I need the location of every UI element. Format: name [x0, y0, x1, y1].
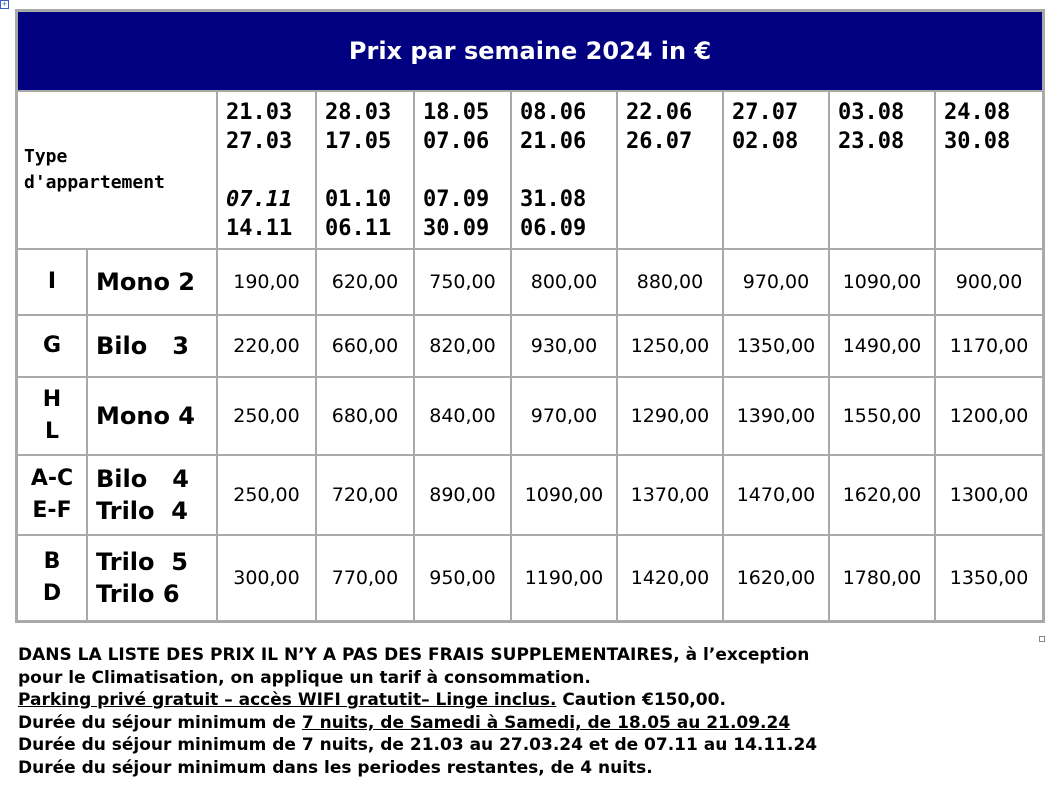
period-date: 17.05	[325, 129, 392, 154]
note-line: pour le Climatisation, on applique un tarif à consommation.	[18, 667, 591, 688]
apartment-code: A-C E-F	[17, 455, 87, 535]
period-header	[316, 91, 414, 249]
type-header-line: Type	[24, 146, 68, 167]
price-cell: 660,00	[316, 315, 414, 377]
period-date: 27.07	[732, 100, 799, 125]
price-cell: 1490,00	[829, 315, 935, 377]
period-date: 22.06	[626, 100, 693, 125]
price-cell: 1470,00	[723, 455, 829, 535]
period-header	[511, 91, 617, 249]
period-header	[617, 91, 723, 249]
period-date: 06.09	[520, 216, 587, 241]
price-cell: 880,00	[617, 249, 723, 315]
period-date: 30.08	[944, 129, 1011, 154]
price-cell: 1620,00	[829, 455, 935, 535]
period-date: 21.03	[226, 100, 293, 125]
note-text: Caution €150,00.	[556, 690, 726, 711]
table-title: Prix par semaine 2024 in €	[17, 11, 1043, 91]
price-cell: 1090,00	[829, 249, 935, 315]
price-cell: 1370,00	[617, 455, 723, 535]
period-date: 24.08	[944, 100, 1011, 125]
price-cell: 1350,00	[723, 315, 829, 377]
table-row	[17, 455, 1043, 535]
apartment-type: Bilo 4 Trilo 4	[87, 455, 217, 535]
apartment-type: Trilo 5 Trilo 6	[87, 535, 217, 621]
price-cell: 1350,00	[935, 535, 1043, 621]
table-row	[17, 315, 1043, 377]
price-cell: 1170,00	[935, 315, 1043, 377]
note-line: DANS LA LISTE DES PRIX IL N’Y A PAS DES FRAIS SUPPLEMENTAIRES, à l’exception	[18, 645, 810, 665]
price-cell: 970,00	[723, 249, 829, 315]
price-cell: 620,00	[316, 249, 414, 315]
period-date: 30.09	[423, 216, 490, 241]
price-cell: 300,00	[217, 535, 316, 621]
period-header	[723, 91, 829, 249]
price-cell: 770,00	[316, 535, 414, 621]
period-header	[829, 91, 935, 249]
period-date: 01.10	[325, 187, 392, 212]
period-header	[935, 91, 1043, 249]
table-row	[17, 535, 1043, 621]
period-date: 27.03	[226, 129, 293, 154]
price-cell: 950,00	[414, 535, 511, 621]
note-line	[18, 689, 1038, 712]
period-date: 02.08	[732, 129, 799, 154]
price-cell: 1550,00	[829, 377, 935, 455]
price-table	[15, 9, 1045, 623]
table-move-handle-icon[interactable]: +	[1, 0, 8, 8]
price-cell: 900,00	[935, 249, 1043, 315]
apartment-code: I	[17, 249, 87, 315]
note-underlined-text: Parking privé gratuit – accès WIFI gratutit– Linge inclus.	[18, 690, 557, 711]
price-cell: 250,00	[217, 377, 316, 455]
period-date: 07.06	[423, 129, 490, 154]
price-cell: 720,00	[316, 455, 414, 535]
price-cell: 1780,00	[829, 535, 935, 621]
price-cell: 930,00	[511, 315, 617, 377]
price-cell: 890,00	[414, 455, 511, 535]
period-date: 07.09	[423, 187, 490, 212]
apartment-code: G	[17, 315, 87, 377]
period-date: 08.06	[520, 100, 587, 125]
price-cell: 820,00	[414, 315, 511, 377]
table-row	[17, 249, 1043, 315]
period-date: 03.08	[838, 100, 905, 125]
price-cell: 1290,00	[617, 377, 723, 455]
note-underlined-text: 7 nuits, de Samedi à Samedi, de 18.05 au 21.09.24	[301, 712, 791, 733]
apartment-type: Mono 4	[87, 377, 217, 455]
table-row	[17, 377, 1043, 455]
price-cell: 970,00	[511, 377, 617, 455]
price-cell: 1420,00	[617, 535, 723, 621]
period-date: 18.05	[423, 100, 490, 125]
type-header-line: d'appartement	[24, 172, 165, 193]
period-date: 07.11	[226, 187, 293, 212]
apartment-type: Mono 2	[87, 249, 217, 315]
type-header	[17, 91, 217, 249]
price-cell: 1250,00	[617, 315, 723, 377]
price-cell: 840,00	[414, 377, 511, 455]
price-cell: 1390,00	[723, 377, 829, 455]
note-line: Durée du séjour minimum dans les periodes restantes, de 4 nuits.	[18, 757, 653, 778]
apartment-type: Bilo 3	[87, 315, 217, 377]
notes-block	[18, 644, 1038, 780]
note-line: Durée du séjour minimum de 7 nuits, de 21.03 au 27.03.24 et de 07.11 au 14.11.24	[18, 735, 818, 756]
note-line	[18, 712, 1038, 735]
period-date: 14.11	[226, 216, 293, 241]
price-cell: 1620,00	[723, 535, 829, 621]
price-cell: 750,00	[414, 249, 511, 315]
period-date: 28.03	[325, 100, 392, 125]
price-cell: 250,00	[217, 455, 316, 535]
period-date: 31.08	[520, 187, 587, 212]
apartment-code: B D	[17, 535, 87, 621]
period-date: 26.07	[626, 129, 693, 154]
period-header	[414, 91, 511, 249]
period-date: 21.06	[520, 129, 587, 154]
price-cell: 800,00	[511, 249, 617, 315]
price-cell: 680,00	[316, 377, 414, 455]
apartment-code: H L	[17, 377, 87, 455]
price-cell: 220,00	[217, 315, 316, 377]
note-text: Durée du séjour minimum de	[18, 712, 302, 733]
table-resize-handle[interactable]	[1039, 636, 1045, 642]
period-date: 23.08	[838, 129, 905, 154]
price-cell: 1190,00	[511, 535, 617, 621]
period-header	[217, 91, 316, 249]
period-date: 06.11	[325, 216, 392, 241]
price-cell: 1090,00	[511, 455, 617, 535]
price-cell: 1300,00	[935, 455, 1043, 535]
price-cell: 190,00	[217, 249, 316, 315]
price-cell: 1200,00	[935, 377, 1043, 455]
